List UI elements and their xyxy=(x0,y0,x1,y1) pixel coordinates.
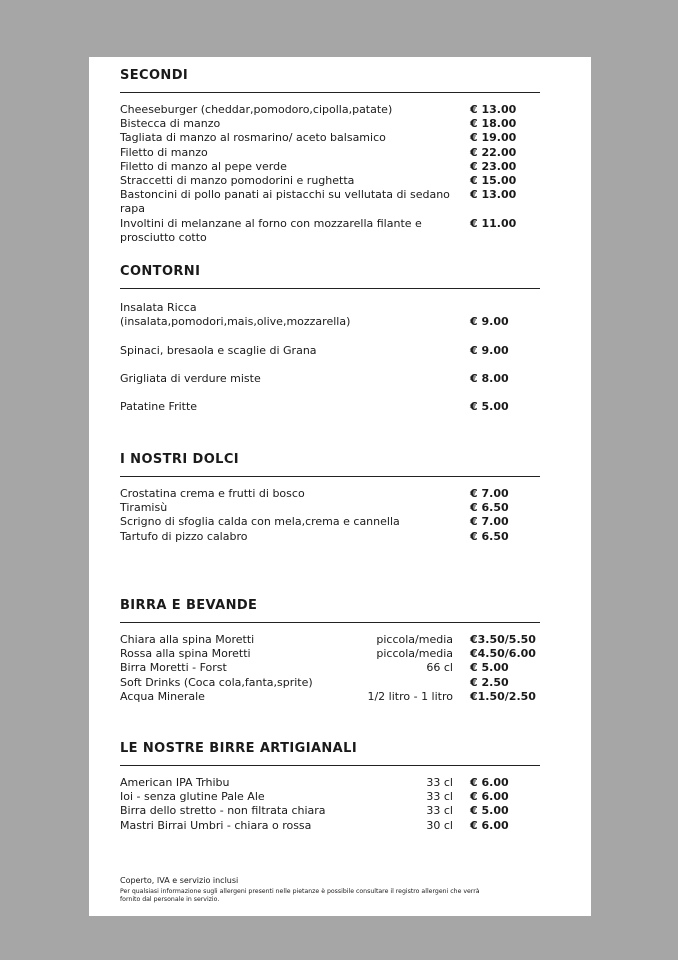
service-note: Coperto, IVA e servizio inclusi xyxy=(120,876,239,885)
item-price: € 5.00 xyxy=(470,661,509,675)
section-title: SECONDI xyxy=(120,68,189,83)
section-title: BIRRA E BEVANDE xyxy=(120,598,258,613)
footer-note xyxy=(120,876,480,904)
item-price: € 22.00 xyxy=(470,145,517,159)
menu-page xyxy=(89,57,591,916)
item-quantity: 33 cl xyxy=(426,804,453,818)
item-name: Grigliata di verdure miste xyxy=(120,372,261,385)
item-price: € 15.00 xyxy=(470,174,517,187)
item-price: € 18.00 xyxy=(470,117,517,131)
item-quantity: 1/2 litro - 1 litro xyxy=(367,689,453,703)
section-title: CONTORNI xyxy=(120,264,201,279)
item-name: Straccetti di manzo pomodorini e rughetta xyxy=(120,174,355,187)
item-name: Bistecca di manzo xyxy=(120,117,221,131)
item-quantity: piccola/media xyxy=(376,633,453,646)
item-price: € 6.00 xyxy=(470,818,509,832)
item-price: € 9.00 xyxy=(470,315,509,329)
item-name: Acqua Minerale xyxy=(120,689,205,703)
item-price: € 7.00 xyxy=(470,487,509,500)
section-divider xyxy=(120,476,540,477)
item-price: € 6.00 xyxy=(470,776,509,789)
item-name: Bastoncini di pollo panati ai pistacchi su vellutata di sedano rapa xyxy=(120,188,450,216)
section-divider xyxy=(120,288,540,289)
item-name: Ioi - senza glutine Pale Ale xyxy=(120,790,265,804)
item-name: Insalata Ricca xyxy=(120,301,197,314)
item-quantity: 33 cl xyxy=(426,776,453,789)
item-price: € 2.50 xyxy=(470,675,509,689)
item-price: € 6.00 xyxy=(470,790,509,804)
item-name: Filetto di manzo xyxy=(120,145,208,159)
item-price: € 19.00 xyxy=(470,131,517,145)
item-price: € 11.00 xyxy=(470,216,517,230)
item-price: € 9.00 xyxy=(470,343,509,357)
item-price: €4.50/6.00 xyxy=(470,647,536,661)
section-birra-bevande xyxy=(120,597,540,703)
section-secondi xyxy=(120,67,540,244)
item-price: € 7.00 xyxy=(470,515,509,529)
item-name: Patatine Fritte xyxy=(120,400,198,414)
item-name: Tiramisù xyxy=(120,501,168,515)
item-quantity: 66 cl xyxy=(426,661,453,675)
section-divider xyxy=(120,622,540,623)
item-quantity: piccola/media xyxy=(376,647,453,661)
item-name: American IPA Trhibu xyxy=(120,776,230,789)
section-title: I NOSTRI DOLCI xyxy=(120,452,240,467)
item-price: € 6.50 xyxy=(470,501,509,515)
item-name: Spinaci, bresaola e scaglie di Grana xyxy=(120,343,317,357)
item-name: Soft Drinks (Coca cola,fanta,sprite) xyxy=(120,675,313,689)
item-price: € 23.00 xyxy=(470,159,517,173)
item-price: €1.50/2.50 xyxy=(470,689,536,703)
item-price: € 5.00 xyxy=(470,400,509,414)
item-detail: (insalata,pomodori,mais,olive,mozzarella) xyxy=(120,315,351,329)
item-price: € 5.00 xyxy=(470,804,509,818)
item-name: Mastri Birrai Umbri - chiara o rossa xyxy=(120,818,312,832)
section-divider xyxy=(120,92,540,93)
allergen-note: Per qualsiasi informazione sugli allergeni presenti nelle pietanze è possibile consultare il registro allergeni che verrà fornito dal personale in servizio. xyxy=(120,888,480,903)
item-name: Crostatina crema e frutti di bosco xyxy=(120,487,305,500)
section-birre-artigianali xyxy=(120,740,540,832)
item-name: Involtini di melanzane al forno con mozzarella filante e prosciutto cotto xyxy=(120,216,422,244)
item-name: Birra dello stretto - non filtrata chiara xyxy=(120,804,326,818)
item-name: Chiara alla spina Moretti xyxy=(120,633,255,646)
section-divider xyxy=(120,765,540,766)
item-price: € 8.00 xyxy=(470,372,509,385)
item-price: €3.50/5.50 xyxy=(470,633,536,646)
item-price: € 13.00 xyxy=(470,188,517,202)
item-name: Cheeseburger (cheddar,pomodoro,cipolla,patate) xyxy=(120,103,393,116)
section-contorni xyxy=(120,263,540,414)
item-quantity: 33 cl xyxy=(426,790,453,804)
item-name: Rossa alla spina Moretti xyxy=(120,647,251,661)
item-name: Tartufo di pizzo calabro xyxy=(120,529,248,543)
item-name: Tagliata di manzo al rosmarino/ aceto balsamico xyxy=(120,131,386,145)
item-quantity: 30 cl xyxy=(426,818,453,832)
section-title: LE NOSTRE BIRRE ARTIGIANALI xyxy=(120,741,358,756)
item-name: Filetto di manzo al pepe verde xyxy=(120,159,287,173)
section-dolci xyxy=(120,451,540,543)
item-price: € 13.00 xyxy=(470,103,517,116)
item-name: Birra Moretti - Forst xyxy=(120,661,227,675)
item-price: € 6.50 xyxy=(470,529,509,543)
item-name: Scrigno di sfoglia calda con mela,crema e cannella xyxy=(120,515,400,529)
